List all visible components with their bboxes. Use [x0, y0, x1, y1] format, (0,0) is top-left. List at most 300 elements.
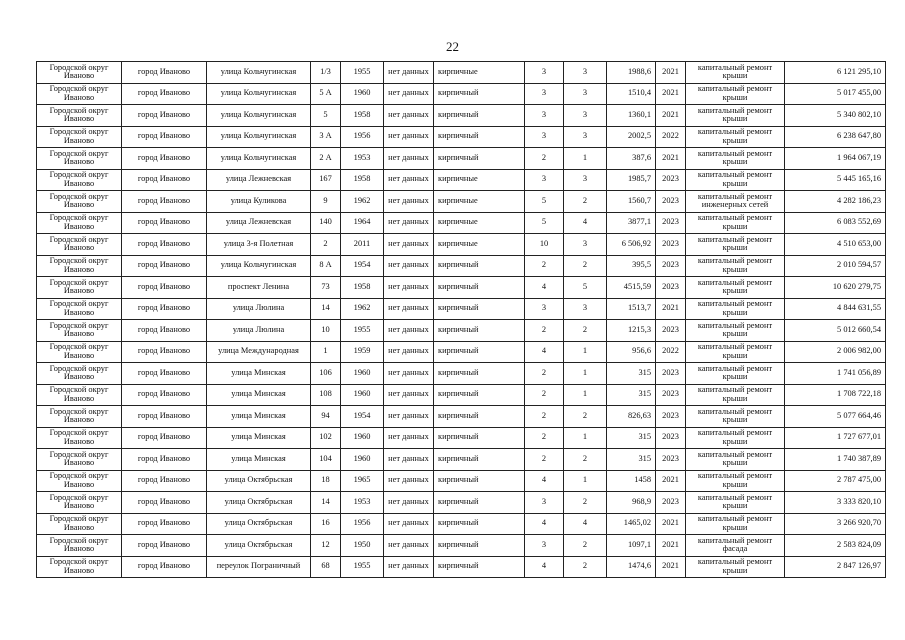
work-type-cell: капитальный ремонт крыши	[686, 277, 785, 299]
floors-cell: 5	[525, 191, 564, 213]
municipality-cell: Городской округ Иваново	[37, 148, 122, 170]
year-built-cell: 1960	[341, 83, 384, 105]
house-number-cell: 16	[311, 513, 341, 535]
plan-year-cell: 2022	[656, 126, 686, 148]
wall-info-cell: нет данных	[384, 470, 434, 492]
wall-info-cell: нет данных	[384, 62, 434, 84]
house-number-cell: 18	[311, 470, 341, 492]
wall-info-cell: нет данных	[384, 277, 434, 299]
table-row	[37, 449, 886, 471]
street-cell: улица Лежневская	[207, 169, 311, 191]
year-built-cell: 1950	[341, 535, 384, 557]
municipality-cell: Городской округ Иваново	[37, 513, 122, 535]
street-cell: улица Люлина	[207, 298, 311, 320]
floors-cell: 4	[525, 556, 564, 578]
table-row	[37, 126, 886, 148]
wall-material-cell: кирпичный	[434, 277, 525, 299]
settlement-cell: город Иваново	[122, 212, 207, 234]
house-number-cell: 2	[311, 234, 341, 256]
municipality-cell: Городской округ Иваново	[37, 255, 122, 277]
floors-cell: 2	[525, 320, 564, 342]
entrances-cell: 1	[564, 470, 607, 492]
street-cell: улица Минская	[207, 406, 311, 428]
cost-cell: 1 727 677,01	[785, 427, 886, 449]
table-row	[37, 406, 886, 428]
wall-info-cell: нет данных	[384, 363, 434, 385]
plan-year-cell: 2023	[656, 212, 686, 234]
floors-cell: 2	[525, 406, 564, 428]
wall-material-cell: кирпичный	[434, 363, 525, 385]
plan-year-cell: 2023	[656, 492, 686, 514]
entrances-cell: 3	[564, 298, 607, 320]
work-type-cell: капитальный ремонт крыши	[686, 62, 785, 84]
settlement-cell: город Иваново	[122, 492, 207, 514]
wall-material-cell: кирпичный	[434, 320, 525, 342]
table-row	[37, 513, 886, 535]
wall-material-cell: кирпичный	[434, 449, 525, 471]
year-built-cell: 1962	[341, 191, 384, 213]
house-number-cell: 140	[311, 212, 341, 234]
municipality-cell: Городской округ Иваново	[37, 191, 122, 213]
street-cell: улица Минская	[207, 363, 311, 385]
house-number-cell: 102	[311, 427, 341, 449]
work-type-cell: капитальный ремонт крыши	[686, 298, 785, 320]
cost-cell: 2 006 982,00	[785, 341, 886, 363]
wall-material-cell: кирпичный	[434, 341, 525, 363]
entrances-cell: 1	[564, 148, 607, 170]
municipality-cell: Городской округ Иваново	[37, 212, 122, 234]
year-built-cell: 1962	[341, 298, 384, 320]
plan-year-cell: 2021	[656, 148, 686, 170]
plan-year-cell: 2021	[656, 535, 686, 557]
work-type-cell: капитальный ремонт крыши	[686, 320, 785, 342]
street-cell: улица Минская	[207, 449, 311, 471]
wall-material-cell: кирпичные	[434, 169, 525, 191]
municipality-cell: Городской округ Иваново	[37, 535, 122, 557]
entrances-cell: 5	[564, 277, 607, 299]
year-built-cell: 1960	[341, 427, 384, 449]
floors-cell: 4	[525, 277, 564, 299]
area-cell: 1988,6	[607, 62, 656, 84]
floors-cell: 10	[525, 234, 564, 256]
wall-info-cell: нет данных	[384, 427, 434, 449]
settlement-cell: город Иваново	[122, 363, 207, 385]
floors-cell: 2	[525, 449, 564, 471]
house-number-cell: 68	[311, 556, 341, 578]
year-built-cell: 1964	[341, 212, 384, 234]
plan-year-cell: 2023	[656, 255, 686, 277]
settlement-cell: город Иваново	[122, 535, 207, 557]
street-cell: улица Октябрьская	[207, 535, 311, 557]
settlement-cell: город Иваново	[122, 320, 207, 342]
work-type-cell: капитальный ремонт крыши	[686, 255, 785, 277]
year-built-cell: 1960	[341, 384, 384, 406]
year-built-cell: 1955	[341, 62, 384, 84]
work-type-cell: капитальный ремонт крыши	[686, 212, 785, 234]
wall-material-cell: кирпичный	[434, 535, 525, 557]
cost-cell: 3 333 820,10	[785, 492, 886, 514]
table-row	[37, 341, 886, 363]
wall-material-cell: кирпичный	[434, 384, 525, 406]
wall-info-cell: нет данных	[384, 83, 434, 105]
floors-cell: 2	[525, 255, 564, 277]
wall-material-cell: кирпичный	[434, 83, 525, 105]
settlement-cell: город Иваново	[122, 62, 207, 84]
settlement-cell: город Иваново	[122, 341, 207, 363]
entrances-cell: 2	[564, 406, 607, 428]
street-cell: улица Кольчугинская	[207, 83, 311, 105]
wall-info-cell: нет данных	[384, 298, 434, 320]
house-number-cell: 14	[311, 298, 341, 320]
house-number-cell: 5 А	[311, 83, 341, 105]
plan-year-cell: 2023	[656, 320, 686, 342]
table-row	[37, 148, 886, 170]
street-cell: улица Международная	[207, 341, 311, 363]
street-cell: улица Люлина	[207, 320, 311, 342]
entrances-cell: 3	[564, 126, 607, 148]
area-cell: 1360,1	[607, 105, 656, 127]
settlement-cell: город Иваново	[122, 513, 207, 535]
year-built-cell: 1958	[341, 277, 384, 299]
cost-cell: 5 017 455,00	[785, 83, 886, 105]
plan-year-cell: 2023	[656, 191, 686, 213]
municipality-cell: Городской округ Иваново	[37, 126, 122, 148]
wall-material-cell: кирпичные	[434, 191, 525, 213]
cost-cell: 2 787 475,00	[785, 470, 886, 492]
house-number-cell: 106	[311, 363, 341, 385]
municipality-cell: Городской округ Иваново	[37, 363, 122, 385]
floors-cell: 3	[525, 62, 564, 84]
area-cell: 1097,1	[607, 535, 656, 557]
wall-material-cell: кирпичные	[434, 234, 525, 256]
area-cell: 315	[607, 449, 656, 471]
wall-info-cell: нет данных	[384, 513, 434, 535]
work-type-cell: капитальный ремонт крыши	[686, 363, 785, 385]
cost-cell: 5 340 802,10	[785, 105, 886, 127]
work-type-cell: капитальный ремонт крыши	[686, 449, 785, 471]
wall-material-cell: кирпичный	[434, 298, 525, 320]
table-row	[37, 83, 886, 105]
floors-cell: 2	[525, 427, 564, 449]
year-built-cell: 1953	[341, 148, 384, 170]
street-cell: улица Кольчугинская	[207, 255, 311, 277]
municipality-cell: Городской округ Иваново	[37, 83, 122, 105]
table-row	[37, 535, 886, 557]
year-built-cell: 1960	[341, 449, 384, 471]
work-type-cell: капитальный ремонт крыши	[686, 384, 785, 406]
wall-material-cell: кирпичный	[434, 513, 525, 535]
area-cell: 315	[607, 363, 656, 385]
house-number-cell: 14	[311, 492, 341, 514]
year-built-cell: 1959	[341, 341, 384, 363]
table-row	[37, 320, 886, 342]
housing-repair-table	[36, 61, 886, 578]
cost-cell: 1 740 387,89	[785, 449, 886, 471]
street-cell: улица Кольчугинская	[207, 148, 311, 170]
street-cell: улица Кольчугинская	[207, 126, 311, 148]
cost-cell: 3 266 920,70	[785, 513, 886, 535]
entrances-cell: 3	[564, 83, 607, 105]
work-type-cell: капитальный ремонт инженерных сетей	[686, 191, 785, 213]
settlement-cell: город Иваново	[122, 384, 207, 406]
cost-cell: 6 083 552,69	[785, 212, 886, 234]
floors-cell: 2	[525, 363, 564, 385]
area-cell: 315	[607, 384, 656, 406]
wall-info-cell: нет данных	[384, 126, 434, 148]
plan-year-cell: 2021	[656, 556, 686, 578]
wall-info-cell: нет данных	[384, 234, 434, 256]
settlement-cell: город Иваново	[122, 277, 207, 299]
work-type-cell: капитальный ремонт крыши	[686, 83, 785, 105]
work-type-cell: капитальный ремонт крыши	[686, 105, 785, 127]
work-type-cell: капитальный ремонт крыши	[686, 513, 785, 535]
work-type-cell: капитальный ремонт крыши	[686, 556, 785, 578]
floors-cell: 3	[525, 535, 564, 557]
wall-material-cell: кирпичный	[434, 556, 525, 578]
entrances-cell: 1	[564, 363, 607, 385]
wall-info-cell: нет данных	[384, 341, 434, 363]
settlement-cell: город Иваново	[122, 556, 207, 578]
house-number-cell: 8 А	[311, 255, 341, 277]
plan-year-cell: 2021	[656, 62, 686, 84]
plan-year-cell: 2023	[656, 234, 686, 256]
floors-cell: 5	[525, 212, 564, 234]
work-type-cell: капитальный ремонт фасада	[686, 535, 785, 557]
floors-cell: 3	[525, 169, 564, 191]
floors-cell: 4	[525, 513, 564, 535]
table-row	[37, 62, 886, 84]
table-row	[37, 427, 886, 449]
municipality-cell: Городской округ Иваново	[37, 384, 122, 406]
house-number-cell: 5	[311, 105, 341, 127]
wall-info-cell: нет данных	[384, 169, 434, 191]
year-built-cell: 2011	[341, 234, 384, 256]
settlement-cell: город Иваново	[122, 406, 207, 428]
work-type-cell: капитальный ремонт крыши	[686, 470, 785, 492]
plan-year-cell: 2023	[656, 363, 686, 385]
house-number-cell: 108	[311, 384, 341, 406]
year-built-cell: 1958	[341, 169, 384, 191]
cost-cell: 4 844 631,55	[785, 298, 886, 320]
wall-info-cell: нет данных	[384, 406, 434, 428]
table-row	[37, 384, 886, 406]
municipality-cell: Городской округ Иваново	[37, 556, 122, 578]
area-cell: 395,5	[607, 255, 656, 277]
entrances-cell: 2	[564, 449, 607, 471]
house-number-cell: 94	[311, 406, 341, 428]
year-built-cell: 1956	[341, 126, 384, 148]
wall-info-cell: нет данных	[384, 449, 434, 471]
table-row	[37, 255, 886, 277]
settlement-cell: город Иваново	[122, 126, 207, 148]
table-row	[37, 169, 886, 191]
plan-year-cell: 2023	[656, 427, 686, 449]
floors-cell: 2	[525, 384, 564, 406]
street-cell: улица Октябрьская	[207, 513, 311, 535]
municipality-cell: Городской округ Иваново	[37, 341, 122, 363]
area-cell: 1215,3	[607, 320, 656, 342]
area-cell: 1510,4	[607, 83, 656, 105]
entrances-cell: 4	[564, 212, 607, 234]
wall-info-cell: нет данных	[384, 191, 434, 213]
wall-material-cell: кирпичный	[434, 255, 525, 277]
area-cell: 1560,7	[607, 191, 656, 213]
street-cell: переулок Пограничный	[207, 556, 311, 578]
entrances-cell: 3	[564, 234, 607, 256]
work-type-cell: капитальный ремонт крыши	[686, 492, 785, 514]
wall-info-cell: нет данных	[384, 212, 434, 234]
area-cell: 1458	[607, 470, 656, 492]
house-number-cell: 2 А	[311, 148, 341, 170]
table-row	[37, 277, 886, 299]
street-cell: улица Минская	[207, 427, 311, 449]
cost-cell: 4 282 186,23	[785, 191, 886, 213]
wall-info-cell: нет данных	[384, 105, 434, 127]
entrances-cell: 2	[564, 492, 607, 514]
wall-info-cell: нет данных	[384, 535, 434, 557]
municipality-cell: Городской округ Иваново	[37, 277, 122, 299]
table-row	[37, 363, 886, 385]
wall-material-cell: кирпичный	[434, 492, 525, 514]
entrances-cell: 1	[564, 341, 607, 363]
street-cell: проспект Ленина	[207, 277, 311, 299]
plan-year-cell: 2023	[656, 169, 686, 191]
settlement-cell: город Иваново	[122, 148, 207, 170]
entrances-cell: 4	[564, 513, 607, 535]
table-row	[37, 492, 886, 514]
plan-year-cell: 2021	[656, 470, 686, 492]
house-number-cell: 104	[311, 449, 341, 471]
entrances-cell: 3	[564, 105, 607, 127]
entrances-cell: 2	[564, 255, 607, 277]
cost-cell: 1 964 067,19	[785, 148, 886, 170]
area-cell: 956,6	[607, 341, 656, 363]
municipality-cell: Городской округ Иваново	[37, 470, 122, 492]
plan-year-cell: 2021	[656, 105, 686, 127]
cost-cell: 5 012 660,54	[785, 320, 886, 342]
plan-year-cell: 2021	[656, 83, 686, 105]
house-number-cell: 10	[311, 320, 341, 342]
area-cell: 315	[607, 427, 656, 449]
street-cell: улица Октябрьская	[207, 470, 311, 492]
work-type-cell: капитальный ремонт крыши	[686, 169, 785, 191]
wall-info-cell: нет данных	[384, 556, 434, 578]
area-cell: 387,6	[607, 148, 656, 170]
settlement-cell: город Иваново	[122, 191, 207, 213]
cost-cell: 2 583 824,09	[785, 535, 886, 557]
table-row	[37, 212, 886, 234]
area-cell: 4515,59	[607, 277, 656, 299]
municipality-cell: Городской округ Иваново	[37, 234, 122, 256]
wall-material-cell: кирпичные	[434, 62, 525, 84]
settlement-cell: город Иваново	[122, 449, 207, 471]
area-cell: 826,63	[607, 406, 656, 428]
house-number-cell: 3 А	[311, 126, 341, 148]
settlement-cell: город Иваново	[122, 169, 207, 191]
year-built-cell: 1960	[341, 363, 384, 385]
area-cell: 6 506,92	[607, 234, 656, 256]
table-row	[37, 298, 886, 320]
municipality-cell: Городской округ Иваново	[37, 427, 122, 449]
year-built-cell: 1958	[341, 105, 384, 127]
work-type-cell: капитальный ремонт крыши	[686, 427, 785, 449]
municipality-cell: Городской округ Иваново	[37, 62, 122, 84]
settlement-cell: город Иваново	[122, 470, 207, 492]
floors-cell: 3	[525, 298, 564, 320]
street-cell: улица Минская	[207, 384, 311, 406]
wall-info-cell: нет данных	[384, 492, 434, 514]
plan-year-cell: 2023	[656, 449, 686, 471]
entrances-cell: 2	[564, 320, 607, 342]
cost-cell: 10 620 279,75	[785, 277, 886, 299]
wall-material-cell: кирпичный	[434, 105, 525, 127]
cost-cell: 2 847 126,97	[785, 556, 886, 578]
year-built-cell: 1956	[341, 513, 384, 535]
wall-material-cell: кирпичный	[434, 406, 525, 428]
municipality-cell: Городской округ Иваново	[37, 320, 122, 342]
area-cell: 3877,1	[607, 212, 656, 234]
cost-cell: 4 510 653,00	[785, 234, 886, 256]
settlement-cell: город Иваново	[122, 427, 207, 449]
floors-cell: 4	[525, 470, 564, 492]
plan-year-cell: 2023	[656, 406, 686, 428]
work-type-cell: капитальный ремонт крыши	[686, 148, 785, 170]
year-built-cell: 1954	[341, 406, 384, 428]
table-row	[37, 234, 886, 256]
municipality-cell: Городской округ Иваново	[37, 298, 122, 320]
wall-material-cell: кирпичный	[434, 126, 525, 148]
entrances-cell: 2	[564, 191, 607, 213]
entrances-cell: 3	[564, 62, 607, 84]
entrances-cell: 2	[564, 535, 607, 557]
house-number-cell: 12	[311, 535, 341, 557]
plan-year-cell: 2022	[656, 341, 686, 363]
street-cell: улица Кольчугинская	[207, 105, 311, 127]
street-cell: улица Куликова	[207, 191, 311, 213]
wall-info-cell: нет данных	[384, 384, 434, 406]
wall-info-cell: нет данных	[384, 255, 434, 277]
street-cell: улица Кольчугинская	[207, 62, 311, 84]
cost-cell: 6 238 647,80	[785, 126, 886, 148]
wall-info-cell: нет данных	[384, 148, 434, 170]
wall-material-cell: кирпичный	[434, 148, 525, 170]
floors-cell: 2	[525, 148, 564, 170]
plan-year-cell: 2021	[656, 298, 686, 320]
settlement-cell: город Иваново	[122, 234, 207, 256]
area-cell: 2002,5	[607, 126, 656, 148]
area-cell: 1465,02	[607, 513, 656, 535]
wall-material-cell: кирпичный	[434, 470, 525, 492]
year-built-cell: 1955	[341, 556, 384, 578]
municipality-cell: Городской округ Иваново	[37, 105, 122, 127]
municipality-cell: Городской округ Иваново	[37, 492, 122, 514]
cost-cell: 1 741 056,89	[785, 363, 886, 385]
area-cell: 1474,6	[607, 556, 656, 578]
wall-material-cell: кирпичный	[434, 427, 525, 449]
entrances-cell: 3	[564, 169, 607, 191]
area-cell: 1513,7	[607, 298, 656, 320]
wall-info-cell: нет данных	[384, 320, 434, 342]
year-built-cell: 1965	[341, 470, 384, 492]
floors-cell: 3	[525, 83, 564, 105]
entrances-cell: 1	[564, 427, 607, 449]
plan-year-cell: 2021	[656, 513, 686, 535]
house-number-cell: 9	[311, 191, 341, 213]
house-number-cell: 1	[311, 341, 341, 363]
work-type-cell: капитальный ремонт крыши	[686, 341, 785, 363]
municipality-cell: Городской округ Иваново	[37, 406, 122, 428]
settlement-cell: город Иваново	[122, 255, 207, 277]
